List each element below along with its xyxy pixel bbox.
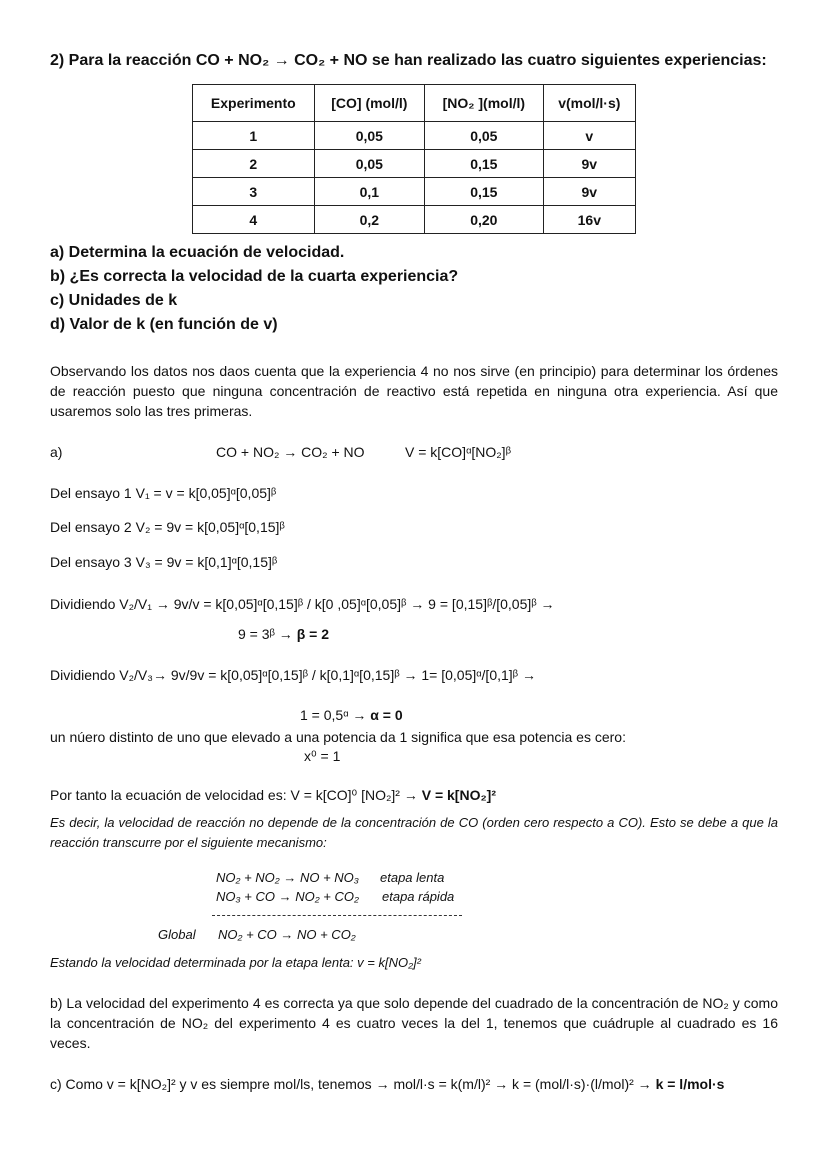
table-cell: 3: [193, 178, 315, 206]
part-c-answer: [50, 1074, 778, 1094]
table-cell: 0,05: [314, 150, 424, 178]
table-cell: 2: [193, 150, 315, 178]
question-b: b) ¿Es correcta la velocidad de la cuarta experiencia?: [50, 268, 459, 285]
trial-1: Del ensayo 1 V₁ = v = k[0,05]ᵅ[0,05]ᵝ: [50, 485, 277, 501]
division-2-result-pre: 1 = 0,5ᵅ →: [300, 707, 367, 723]
zero-power-note: un núero distinto de uno que elevado a una potencia da 1 significa que esa potencia es cero:: [50, 729, 626, 745]
reaction-equation: CO + NO₂ → CO₂ + NO: [216, 444, 365, 460]
mechanism-rate: Estando la velocidad determinada por la etapa lenta: v = k[NO₂]²: [50, 955, 421, 970]
table-cell: 0,1: [314, 178, 424, 206]
rate-conclusion-pre: Por tanto la ecuación de velocidad es: V = k[CO]⁰ [NO₂]² →: [50, 787, 418, 803]
table-cell: 9v: [543, 150, 635, 178]
table-cell: 0,05: [425, 122, 544, 150]
rate-law-final: V = k[NO₂]²: [421, 787, 497, 803]
table-cell: 16v: [543, 206, 635, 234]
division-1-result: [238, 626, 329, 642]
mechanism-step-1-label: etapa lenta: [380, 870, 445, 885]
alpha-result: α = 0: [370, 707, 403, 723]
trial-3: Del ensayo 3 V₃ = 9v = k[0,1]ᵅ[0,15]ᵝ: [50, 554, 278, 570]
table-cell: 9v: [543, 178, 635, 206]
header-velocity: v(mol/l·s): [543, 85, 635, 122]
table-cell: 1: [193, 122, 315, 150]
table-cell: v: [543, 122, 635, 150]
header-no2: [NO₂ ](mol/l): [425, 85, 544, 122]
part-c-result: k = l/mol·s: [655, 1076, 725, 1092]
table-cell: 0,2: [314, 206, 424, 234]
table-row: [193, 178, 636, 206]
header-co: [CO] (mol/l): [314, 85, 424, 122]
table-row: [193, 206, 636, 234]
experiments-table: [192, 84, 636, 234]
problem-title: 2) Para la reacción CO + NO₂ → CO₂ + NO se han realizado las cuatro siguientes experiencias:: [50, 52, 767, 69]
table-row: [193, 122, 636, 150]
question-a: a) Determina la ecuación de velocidad.: [50, 244, 345, 261]
part-b-answer: b) La velocidad del experimento 4 es correcta ya que solo depende del cuadrado de la concentración de NO₂ y como la concentración de NO₂ del experimento 4 es cuatro veces la del 1, tenemos que cuádruple al cuadrado es 16 veces.: [50, 995, 778, 1051]
mechanism-global: NO₂ + CO → NO + CO₂: [218, 927, 356, 942]
table-cell: 0,15: [425, 178, 544, 206]
division-1-result-pre: 9 = 3ᵝ →: [238, 626, 293, 642]
mechanism-divider: [212, 915, 462, 916]
division-2: Dividiendo V₂/V₃→ 9v/9v = k[0,05]ᵅ[0,15]ᵝ / k[0,1]ᵅ[0,15]ᵝ → 1= [0,05]ᵅ/[0,1]ᵝ →: [50, 667, 536, 683]
question-c: c) Unidades de k: [50, 292, 178, 309]
mechanism-step-1: NO₂ + NO₂ → NO + NO₃: [216, 870, 359, 885]
table-row: [193, 150, 636, 178]
division-1: Dividiendo V₂/V₁ → 9v/v = k[0,05]ᵅ[0,15]ᵝ / k[0 ,05]ᵅ[0,05]ᵝ → 9 = [0,15]ᵝ/[0,05]ᵝ →: [50, 596, 555, 612]
intro-paragraph: Observando los datos nos daos cuenta que la experiencia 4 no nos sirve (en principio) para determinar los órdenes de reacción puesto que ninguna concentración de reactivo está repetida en ninguna otra experiencia. Así que usaremos solo las tres primeras.: [50, 363, 778, 419]
zero-power-example: x⁰ = 1: [304, 748, 341, 764]
header-experimento: Experimento: [193, 85, 315, 122]
table-header-row: [193, 85, 636, 122]
table-cell: 4: [193, 206, 315, 234]
trial-2: Del ensayo 2 V₂ = 9v = k[0,05]ᵅ[0,15]ᵝ: [50, 519, 285, 535]
mechanism-step-2-label: etapa rápida: [382, 889, 455, 904]
question-d: d) Valor de k (en función de v): [50, 316, 278, 333]
rate-conclusion: [50, 787, 496, 804]
part-a-label: a): [50, 444, 63, 460]
mechanism-intro: Es decir, la velocidad de reacción no depende de la concentración de CO (orden cero respecto a CO). Esto se debe a que la reacción transcurre por el siguiente mecanismo:: [50, 815, 778, 850]
beta-result: β = 2: [296, 626, 329, 642]
table-cell: 0,15: [425, 150, 544, 178]
part-c-text: c) Como v = k[NO₂]² y v es siempre mol/ls, tenemos → mol/l·s = k(m/l)² → k = (mol/l·s)·(l/mol)² →: [50, 1076, 652, 1092]
rate-law-general: V = k[CO]ᵅ[NO₂]ᵝ: [405, 444, 511, 460]
table-cell: 0,20: [425, 206, 544, 234]
mechanism-global-label: Global: [158, 927, 196, 942]
division-2-result: [300, 707, 403, 723]
table-cell: 0,05: [314, 122, 424, 150]
mechanism-step-2: NO₃ + CO → NO₂ + CO₂: [216, 889, 359, 904]
